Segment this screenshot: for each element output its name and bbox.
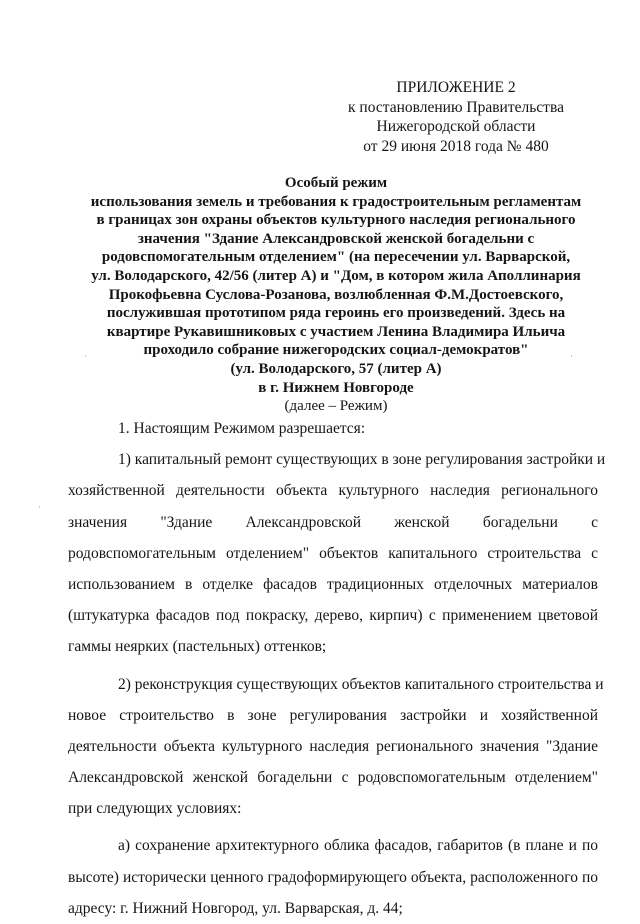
title-line: ул. Володарского, 42/56 (литер А) и "Дом, в котором жила Аполлинария xyxy=(91,267,581,284)
paragraph-line: деятельности объекта культурного наследия регионального значения "Здание xyxy=(68,737,598,755)
title-line: использования земель и требования к градостроительным регламентам xyxy=(90,193,582,210)
title-line: родовспомогательным отделением" (на пересечении ул. Варварской, xyxy=(101,249,571,266)
title-note: (далее – Режим) xyxy=(284,398,388,415)
paragraph-line: родовспомогательным отделением" объектов капитального строительства с xyxy=(68,544,598,562)
paragraph-line: 2) реконструкция существующих объектов капитального строительства и xyxy=(118,675,604,693)
paragraph-line: хозяйственной деятельности объекта культурного наследия регионального xyxy=(68,482,598,500)
appendix-date-number: от 29 июня 2018 года № 480 xyxy=(363,137,549,155)
document-body xyxy=(68,413,606,924)
title-line: послужившая прототипом ряда героинь его произведений. Здесь на xyxy=(106,305,566,322)
title-line: значения "Здание Александровской женской богадельни с xyxy=(137,230,535,247)
paragraph-line: 1) капитальный ремонт существующих в зоне регулирования застройки и xyxy=(118,451,606,469)
paragraph-line: Александровской женской богадельни с родовспомогательным отделением" xyxy=(68,769,598,787)
paragraph-line: высоте) исторически ценного градоформирующего объекта, расположенного по xyxy=(68,868,598,886)
title-line: квартире Рукавишниковых с участием Ленина Владимира Ильича xyxy=(106,323,566,340)
paragraph-line: (штукатурка фасадов под покраску, дерево, кирпич) с применением цветовой xyxy=(68,607,598,625)
title-line: проходило собрание нижегородских социал-демократов" xyxy=(143,342,529,359)
paragraph-line: 1. Настоящим Режимом разрешается: xyxy=(118,420,366,437)
title-line: в границах зон охраны объектов культурного наследия регионального xyxy=(96,212,576,229)
paragraph-line: при следующих условиях: xyxy=(68,800,242,818)
title-line: Особый режим xyxy=(284,175,388,191)
paragraph-line: использованием в отделке фасадов традиционных отделочных материалов xyxy=(68,575,598,593)
title-line: Прокофьевна Суслова-Розанова, возлюбленная Ф.М.Достоевского, xyxy=(108,286,564,303)
paragraph-line: адресу: г. Нижний Новгород, ул. Варварская, д. 44; xyxy=(68,899,403,917)
paragraph-line: а) сохранение архитектурного облика фасадов, габаритов (в плане и по xyxy=(118,837,598,855)
scan-speck: · xyxy=(570,352,573,362)
paragraph-line: новое строительство в зоне регулирования застройки и хозяйственной xyxy=(68,706,598,724)
title-line: в г. Нижнем Новгороде xyxy=(258,379,414,396)
paragraph-line: значения "Здание Александровской женской богадельни с xyxy=(68,513,598,531)
appendix-number: ПРИЛОЖЕНИЕ 2 xyxy=(396,79,516,96)
scan-speck: · xyxy=(38,503,41,513)
paragraph-line: гаммы неярких (пастельных) оттенков; xyxy=(68,638,327,656)
appendix-header xyxy=(330,78,582,156)
appendix-resolution: к постановлению Правительства xyxy=(348,98,564,116)
title-line: (ул. Володарского, 57 (литер А) xyxy=(230,360,442,377)
document-title xyxy=(72,174,600,416)
scan-speck: · xyxy=(84,352,87,362)
appendix-region: Нижегородской области xyxy=(376,118,536,135)
